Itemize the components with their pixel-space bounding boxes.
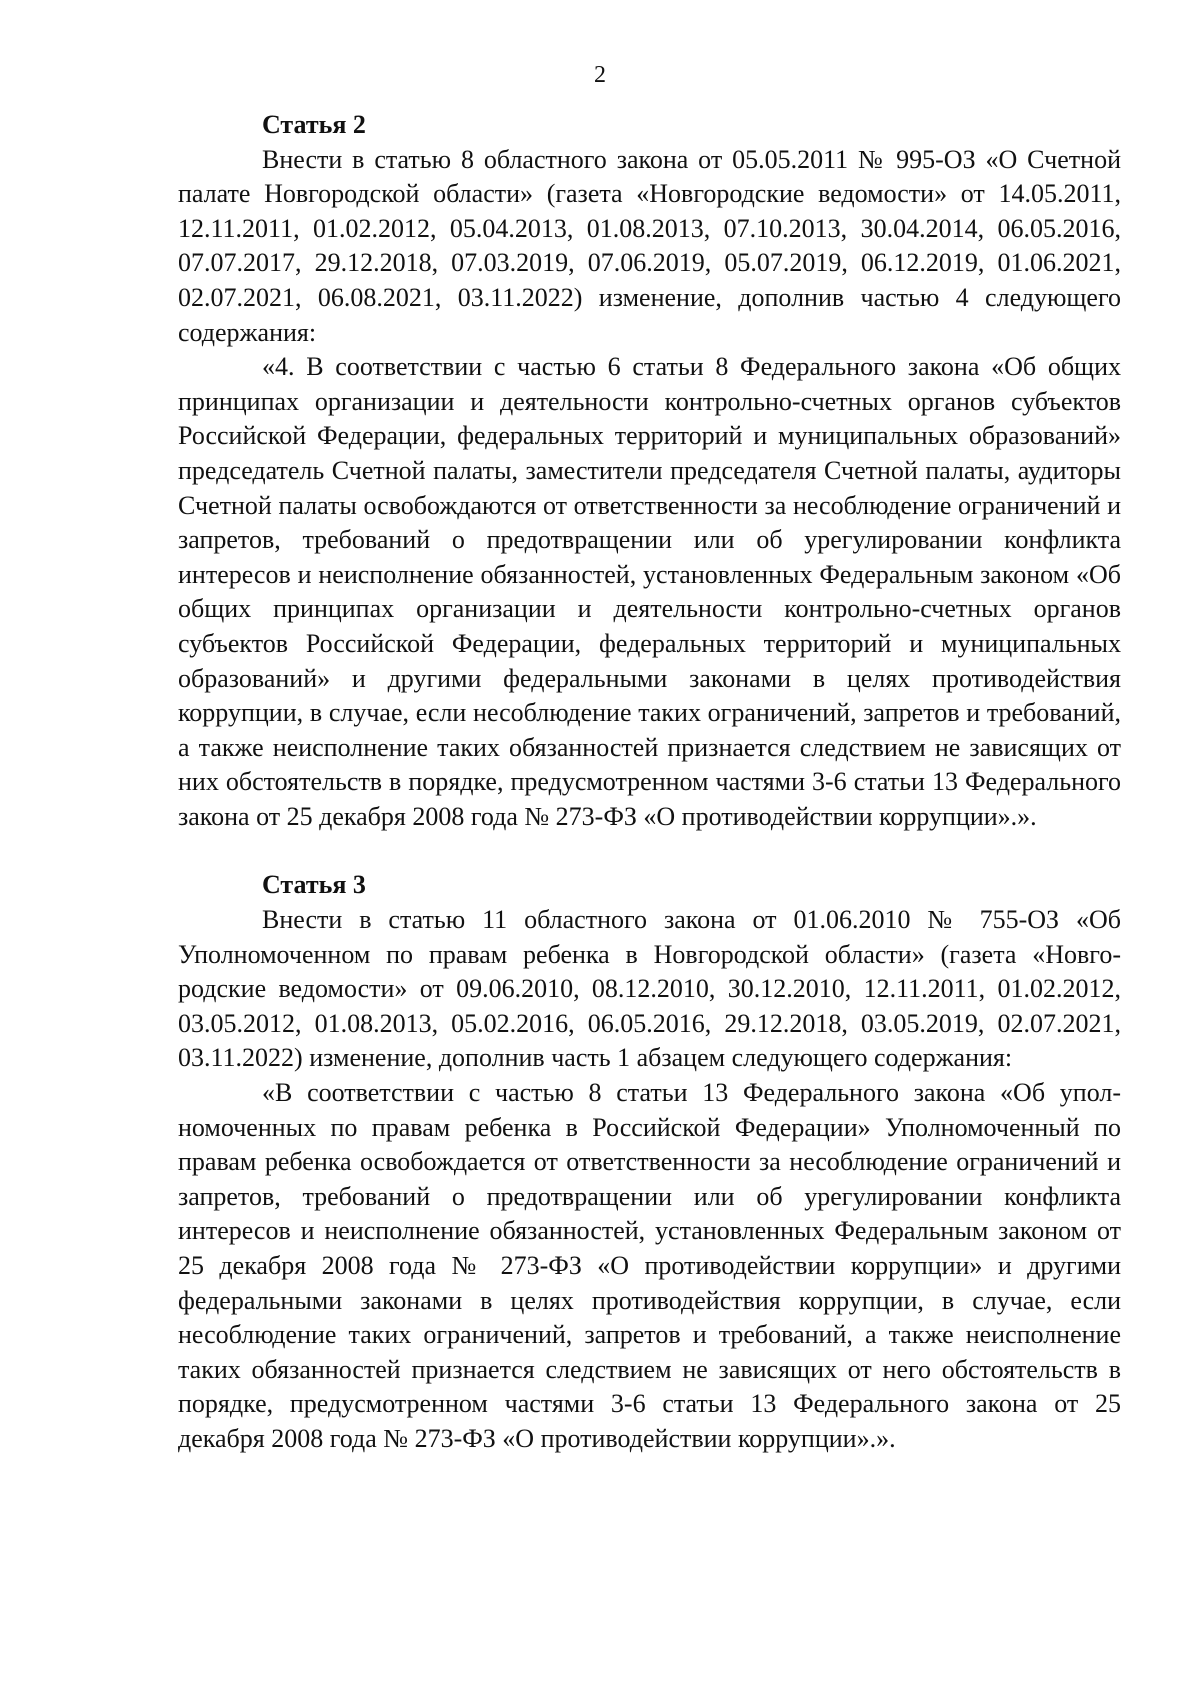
article-2-paragraph-2: «4. В соответствии с частью 6 статьи 8 Федерального закона «Об общих принципах организации и деятельности контрольно-счетных органов субъектов Российской Федерации, федеральных территорий и муниципальных образований» председатель Счетной палаты, заместители председателя Счетной палаты, аудиторы Счетной палаты освобождаются от ответственности за несоблюдение ограничений и запретов, требований о предотвращении или об урегулировании конфликта интересов и неисполнение обязанностей, установленных Федеральным законом «Об общих принципах организации и деятельности контрольно-счетных органов субъектов Российской Федерации, федеральных территорий и муниципальных образований» и другими федеральными законами в целях противодействия коррупции, в случае, если несоблюдение таких ограничений, запретов и требований, а также неисполнение таких обязанностей признается следствием не зависящих от них обстоятельств в порядке, предусмотренном частями 3-6 статьи 13 Федерального закона от 25 декабря 2008 года № 273-ФЗ «О противодействии коррупции».». [178, 352, 1121, 831]
article-3-paragraph-2: «В соответствии с частью 8 статьи 13 Федерального закона «Об уполномоченных по правам ребенка в Российской Федерации» Уполномоченный по правам ребенка освобождается от ответственности за несоблюдение ограничений и запретов, требований о предотвращении или об урегулировании конфликта интересов и неисполнение обязанностей, установленных Федеральным законом от 25 декабря 2008 года № 273-ФЗ «О противодействии коррупции» и другими федеральными законами в целях противодействия коррупции, в случае, если несоблюдение таких ограничений, запретов и требований, а также неисполнение таких обязанностей признается следствием не зависящих от него обстоятельств в порядке, предусмотренном частями 3-6 статьи 13 Федерального закона от 25 декабря 2008 года № 273-ФЗ «О противодействии коррупции».». [178, 1078, 1121, 1453]
article-2-paragraph-1: Внести в статью 8 областного закона от 05.05.2011 № 995-ОЗ «О Счетной палате Новгородской области» (газета «Новгородские ведомости» от 14.05.2011, 12.11.2011, 01.02.2012, 05.04.2013, 01.08.2013, 07.10.2013, 30.04.2014, 06.05.2016, 07.07.2017, 29.12.2018, 07.03.2019, 07.06.2019, 05.07.2019, 06.12.2019, 01.06.2021, 02.07.2021, 06.08.2021, 03.11.2022) изменение, дополнив частью 4 следующего содержания: [178, 144, 1121, 347]
article-2 [178, 108, 1121, 834]
article-2-heading: Статья 2 [262, 110, 366, 139]
document-body [178, 108, 1121, 1457]
article-3 [178, 868, 1121, 1456]
page-number: 2 [594, 62, 606, 88]
article-3-paragraph-1: Внести в статью 11 областного закона от 01.06.2010 № 755-ОЗ «Об Уполномоченном по правам ребенка в Новгородской области» (газета «Новгородские ведомости» от 09.06.2010, 08.12.2010, 30.12.2010, 12.11.2011, 01.02.2012, 03.05.2012, 01.08.2013, 05.02.2016, 06.05.2016, 29.12.2018, 03.05.2019, 02.07.2021, 03.11.2022) изменение, дополнив часть 1 абзацем следующего содержания: [178, 905, 1121, 1073]
section-spacer [178, 834, 1121, 868]
article-3-heading: Статья 3 [262, 870, 366, 900]
